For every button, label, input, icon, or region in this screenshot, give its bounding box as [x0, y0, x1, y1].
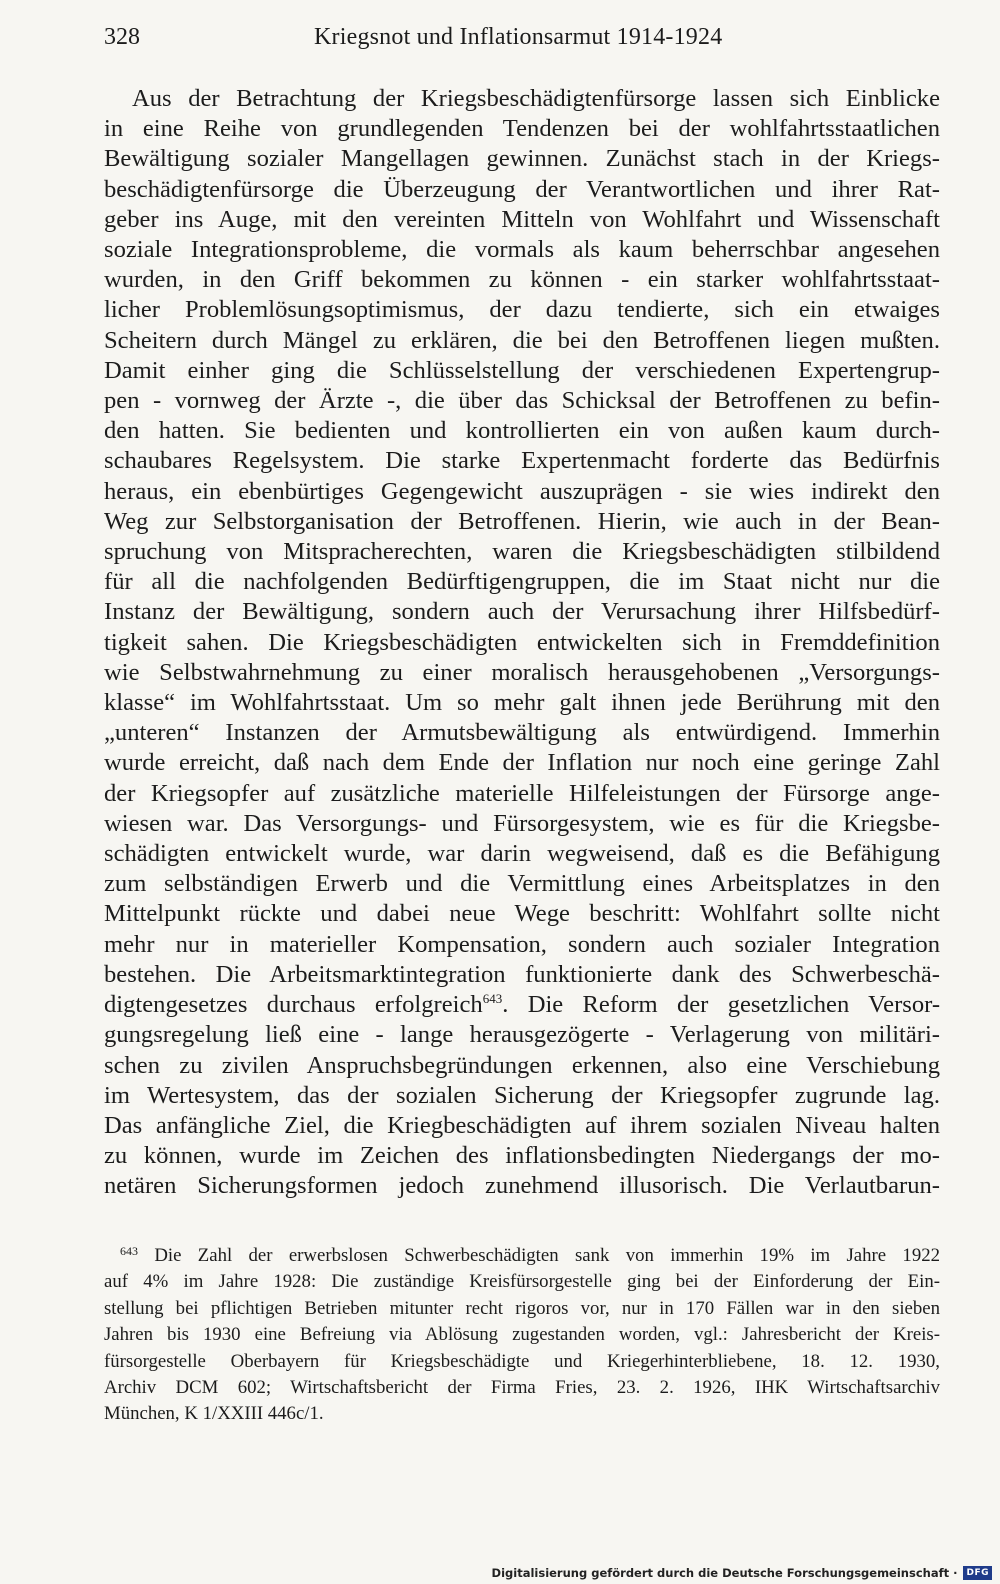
body-line: den hatten. Sie bedienten und kontrollierten ein von außen kaum durch- [104, 417, 940, 445]
running-head: Kriegsnot und Inflationsarmut 1914-1924 [314, 24, 723, 50]
body-line: Mittelpunkt rückte und dabei neue Wege beschritt: Wohlfahrt sollte nicht [104, 900, 940, 928]
body-line: geber ins Auge, mit den vereinten Mitteln von Wohlfahrt und Wissenschaft [104, 205, 940, 233]
body-line: Das anfängliche Ziel, die Kriegbeschädigten auf ihrem sozialen Niveau halten [104, 1111, 940, 1139]
body-line: netären Sicherungsformen jedoch zunehmend illusorisch. Die Verlautbarun- [104, 1172, 940, 1200]
body-line: Instanz der Bewältigung, sondern auch der Verursachung ihrer Hilfsbedürf- [104, 598, 940, 626]
dfg-logo: DFG [963, 1566, 992, 1580]
body-line: „unteren“ Instanzen der Armutsbewältigung als entwürdigend. Immerhin [104, 719, 940, 747]
body-line: heraus, ein ebenbürtiges Gegengewicht auszuprägen - sie wies indirekt den [104, 477, 940, 505]
footnote-line: fürsorgestelle Oberbayern für Kriegsbeschädigte und Kriegerhinterbliebene, 18. 12. 1930, [104, 1350, 940, 1372]
body-line: im Wertesystem, das der sozialen Sicherung der Kriegsopfer zugrunde lag. [104, 1081, 940, 1109]
body-line: schaubares Regelsystem. Die starke Expertenmacht forderte das Bedürfnis [104, 447, 940, 475]
body-line: zu können, wurde im Zeichen des inflationsbedingten Niedergangs der mo- [104, 1142, 940, 1170]
footnote [104, 1243, 940, 1428]
body-line-text: . Die Reform der gesetzlichen Versor- [502, 991, 941, 1019]
body-line: Scheitern durch Mängel zu erklären, die bei den Betroffenen liegen mußten. [104, 326, 940, 354]
body-line: schen zu zivilen Anspruchsbegründungen erkennen, also eine Verschiebung [104, 1051, 940, 1079]
footnote-number: 643 [120, 1244, 138, 1258]
body-line: Damit einher ging die Schlüsselstellung der verschiedenen Expertengrup- [104, 356, 940, 384]
footnote-line: Archiv DCM 602; Wirtschaftsbericht der Firma Fries, 23. 2. 1926, IHK Wirtschaftsarchiv [104, 1377, 940, 1399]
funding-note-text: Digitalisierung gefördert durch die Deutsche Forschungsgemeinschaft · [491, 1566, 958, 1580]
footnote-text: Die Zahl der erwerbslosen Schwerbeschädigten sank von immerhin 19% im Jahre 1922 [138, 1245, 940, 1266]
footnote-line: auf 4% im Jahre 1928: Die zuständige Kreisfürsorgestelle ging bei der Einforderung der Ein- [104, 1271, 940, 1293]
body-line: tigkeit sahen. Die Kriegsbeschädigten entwickelten sich in Fremddefinition [104, 628, 940, 656]
funding-note [492, 1566, 992, 1580]
body-line [104, 990, 940, 1020]
body-line: beschädigtenfürsorge die Überzeugung der Verantwortlichen und ihrer Rat- [104, 175, 940, 203]
body-line: bestehen. Die Arbeitsmarktintegration funktionierte dank des Schwerbeschä- [104, 960, 940, 988]
body-line: soziale Integrationsprobleme, die vormals als kaum beherrschbar angesehen [104, 236, 940, 264]
body-line: schädigten entwickelt wurde, war darin wegweisend, daß es die Befähigung [104, 840, 940, 868]
body-line: Aus der Betrachtung der Kriegsbeschädigtenfürsorge lassen sich Einblicke [132, 85, 940, 112]
body-line: klasse“ im Wohlfahrtsstaat. Um so mehr galt ihnen jede Berührung mit den [104, 689, 940, 717]
footnote-line: Jahren bis 1930 eine Befreiung via Ablösung zugestanden worden, vgl.: Jahresbericht der Kreis- [104, 1324, 940, 1346]
footnote-line: stellung bei pflichtigen Betrieben mitunter recht rigoros vor, nur in 170 Fällen war in den sieben [104, 1297, 940, 1319]
footnote-line [104, 1243, 940, 1269]
body-line: wurden, in den Griff bekommen zu können - ein starker wohlfahrtsstaat- [104, 266, 940, 294]
footnote-line: München, K 1/XXIII 446c/1. [104, 1403, 324, 1425]
body-line-text: digtengesetzes durchaus erfolgreich [104, 991, 483, 1019]
body-line: Bewältigung sozialer Mangellagen gewinnen. Zunächst stach in der Kriegs- [104, 145, 940, 173]
body-line: licher Problemlösungsoptimismus, der dazu tendierte, sich ein etwaiges [104, 296, 940, 324]
footnote-reference[interactable]: 643 [482, 991, 503, 1007]
body-line: in eine Reihe von grundlegenden Tendenzen bei der wohlfahrtsstaatlichen [104, 115, 940, 143]
body-text [104, 84, 940, 1202]
body-line: wie Selbstwahrnehmung zu einer moralisch herausgehobenen „Versorgungs- [104, 658, 940, 686]
body-line: wiesen war. Das Versorgungs- und Fürsorgesystem, wie es für die Kriegsbe- [104, 809, 940, 837]
body-line: spruchung von Mitspracherechten, waren die Kriegsbeschädigten stilbildend [104, 538, 940, 566]
body-line: gungsregelung ließ eine - lange herausgezögerte - Verlagerung von militäri- [104, 1021, 940, 1049]
page-number: 328 [104, 24, 140, 50]
body-line: pen - vornweg der Ärzte -, die über das Schicksal der Betroffenen zu befin- [104, 387, 940, 415]
body-line: Weg zur Selbstorganisation der Betroffenen. Hierin, wie auch in der Bean- [104, 507, 940, 535]
body-line: mehr nur in materieller Kompensation, sondern auch sozialer Integration [104, 930, 940, 958]
body-line: wurde erreicht, daß nach dem Ende der Inflation nur noch eine geringe Zahl [104, 749, 940, 777]
body-line: der Kriegsopfer auf zusätzliche materielle Hilfeleistungen der Fürsorge ange- [104, 779, 940, 807]
body-line: für all die nachfolgenden Bedürftigengruppen, die im Staat nicht nur die [104, 568, 940, 596]
body-line: zum selbständigen Erwerb und die Vermittlung eines Arbeitsplatzes in den [104, 870, 940, 898]
